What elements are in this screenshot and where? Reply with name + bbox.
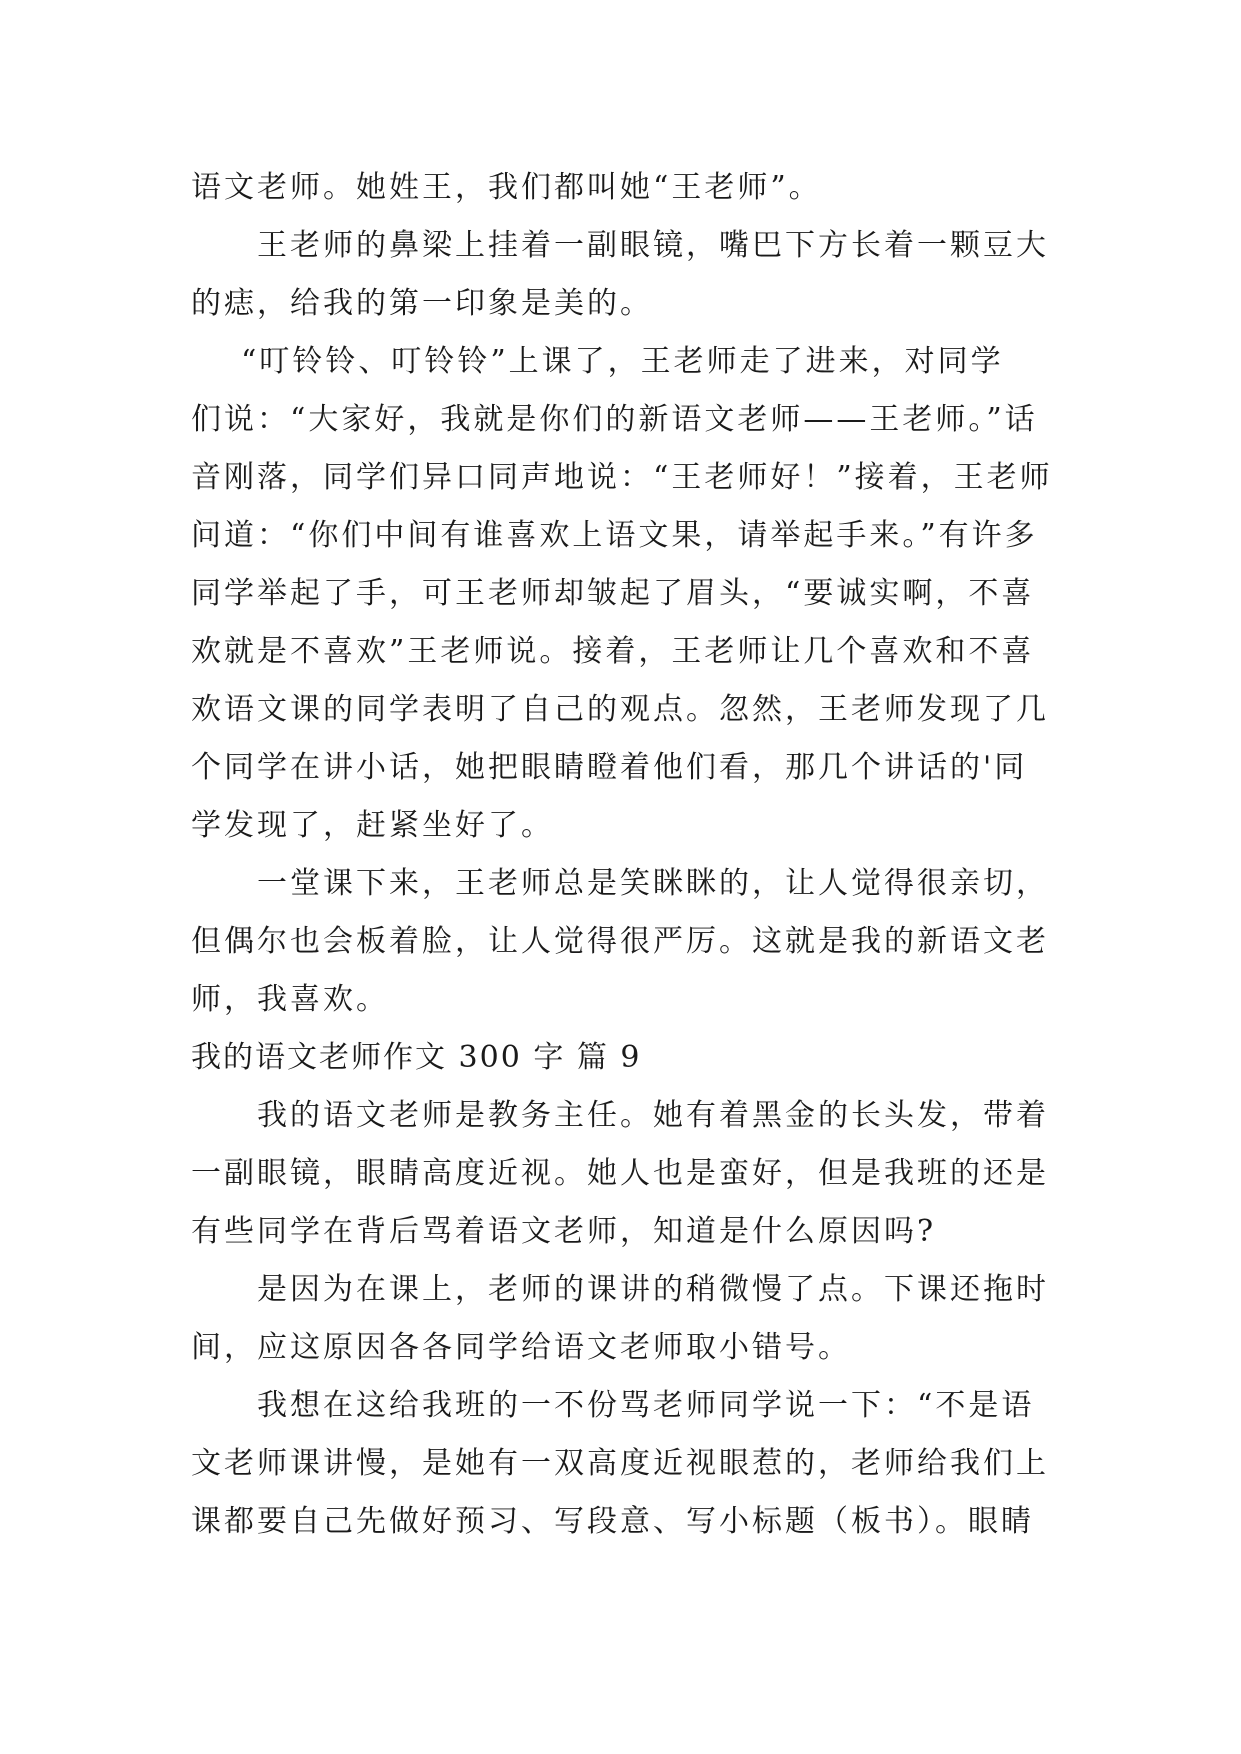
paragraph-start-line: 我的语文老师是教务主任。她有着黑金的长头发，带着 <box>257 1098 1049 1133</box>
text-line: 课都要自己先做好预习、写段意、写小标题（板书）。眼睛 <box>191 1504 1034 1539</box>
paragraph-start-line: 王老师的鼻梁上挂着一副眼镜，嘴巴下方长着一颗豆大 <box>257 228 1049 263</box>
text-line: 间，应这原因各各同学给语文老师取小错号。 <box>191 1330 851 1365</box>
text-line: 文老师课讲慢，是她有一双高度近视眼惹的，老师给我们上 <box>191 1446 1049 1481</box>
paragraph-start-line: 我想在这给我班的一不份骂老师同学说一下：“不是语 <box>257 1388 1035 1423</box>
document-body <box>191 159 1051 1551</box>
paragraph-start-line: 是因为在课上，老师的课讲的稍微慢了点。下课还拖时 <box>257 1272 1049 1307</box>
text-line: 同学举起了手，可王老师却皱起了眉头，“要诚实啊，不喜 <box>191 576 1035 611</box>
paragraph-start-line: 一堂课下来，王老师总是笑眯眯的，让人觉得很亲切， <box>257 866 1049 901</box>
text-line: 语文老师。她姓王，我们都叫她“王老师”。 <box>191 170 822 205</box>
text-line: 们说：“大家好，我就是你们的新语文老师——王老师。”话 <box>191 402 1038 437</box>
text-line: 音刚落，同学们异口同声地说：“王老师好！”接着，王老师 <box>191 460 1053 495</box>
text-line: 但偶尔也会板着脸，让人觉得很严厉。这就是我的新语文老 <box>191 924 1049 959</box>
section-heading: 我的语文老师作文 300 字 篇 9 <box>191 1040 642 1075</box>
text-line: 一副眼镜，眼睛高度近视。她人也是蛮好，但是我班的还是 <box>191 1156 1049 1191</box>
text-line: 欢语文课的同学表明了自己的观点。忽然，王老师发现了几 <box>191 692 1049 727</box>
text-line: 问道：“你们中间有谁喜欢上语文果，请举起手来。”有许多 <box>191 518 1038 553</box>
text-line: 师，我喜欢。 <box>191 982 389 1017</box>
text-line: 有些同学在背后骂着语文老师，知道是什么原因吗? <box>191 1214 937 1249</box>
paragraph-start-line: “叮铃铃、叮铃铃”上课了，王老师走了进来，对同学 <box>241 344 1004 379</box>
text-line: 的痣，给我的第一印象是美的。 <box>191 286 653 321</box>
text-line: 个同学在讲小话，她把眼睛瞪着他们看，那几个讲话的'同 <box>191 750 1028 785</box>
text-line: 学发现了，赶紧坐好了。 <box>191 808 554 843</box>
text-line: 欢就是不喜欢”王老师说。接着，王老师让几个喜欢和不喜 <box>191 634 1035 669</box>
